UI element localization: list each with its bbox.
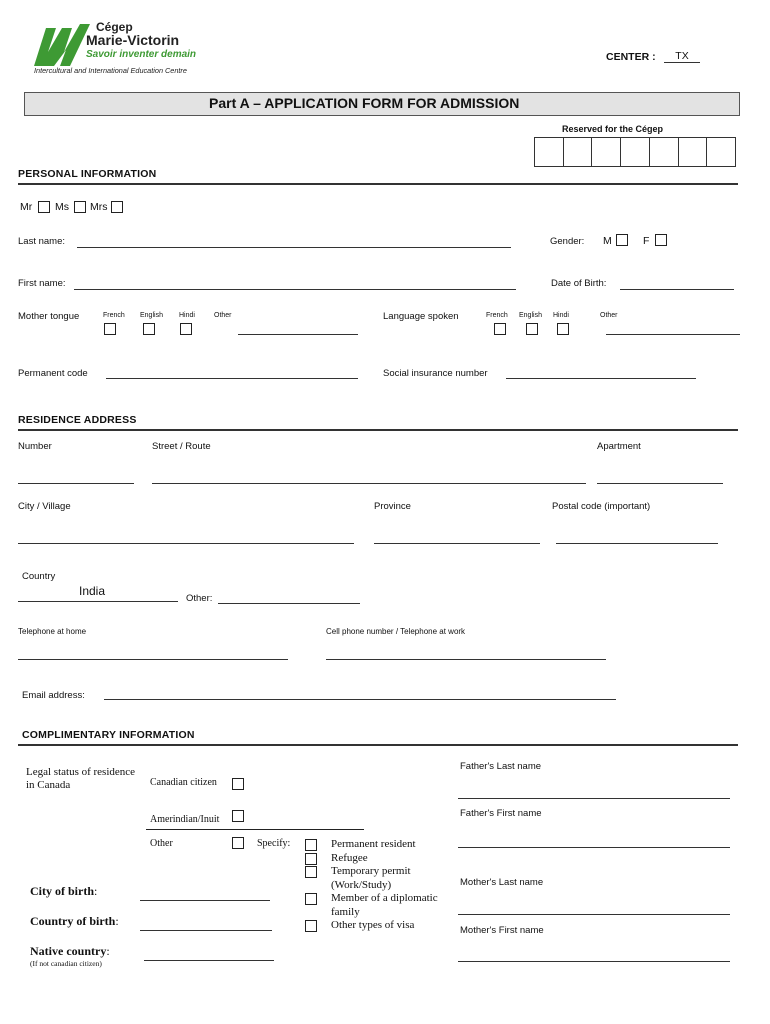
street-label: Street / Route (152, 441, 211, 452)
mrs-checkbox[interactable] (111, 201, 123, 213)
status-divider (146, 829, 364, 830)
center-label: CENTER : (606, 51, 656, 63)
reserved-boxes (534, 137, 736, 167)
country-of-birth-field[interactable] (140, 930, 272, 931)
apartment-field[interactable] (597, 483, 723, 484)
mt-hindi-label: Hindi (179, 312, 195, 319)
diplomatic-checkbox[interactable] (305, 893, 317, 905)
logo-tagline: Savoir inventer demain (86, 49, 197, 60)
mt-english-label: English (140, 312, 163, 319)
gender-f: F (643, 235, 650, 247)
other-status-label: Other (150, 838, 173, 849)
ls-hindi-label: Hindi (553, 312, 569, 319)
country-label: Country (22, 571, 56, 582)
province-field[interactable] (374, 543, 540, 544)
country-of-birth-text: Country of birth (30, 914, 116, 928)
amerindian-label: Amerindian/Inuit (150, 814, 220, 825)
mt-other-label: Other (214, 312, 232, 319)
mr-checkbox[interactable] (38, 201, 50, 213)
title-mrs: Mrs (90, 201, 108, 213)
refugee-checkbox[interactable] (305, 853, 317, 865)
postal-label: Postal code (important) (552, 501, 651, 512)
country-field[interactable] (18, 601, 178, 602)
gender-f-checkbox[interactable] (655, 234, 667, 246)
street-field[interactable] (152, 483, 586, 484)
tel-home-field[interactable] (18, 659, 288, 660)
mt-french-label: French (103, 312, 125, 319)
tel-home-label: Telephone at home (18, 627, 87, 636)
mother-tongue-label: Mother tongue (18, 311, 80, 322)
complementary-rule (18, 744, 738, 746)
permanent-resident-checkbox[interactable] (305, 839, 317, 851)
father-last-field[interactable] (458, 798, 730, 799)
gender-m-checkbox[interactable] (616, 234, 628, 246)
logo-line1: Cégep (96, 20, 133, 34)
mt-other-field[interactable] (238, 334, 358, 335)
native-country-field[interactable] (144, 960, 274, 961)
visa-option-family: family (331, 906, 360, 918)
ls-other-label: Other (600, 312, 618, 319)
father-last-label: Father's Last name (460, 761, 542, 772)
country-value[interactable]: India (79, 584, 106, 598)
residence-heading: RESIDENCE ADDRESS (18, 414, 137, 426)
gender-label: Gender: (550, 236, 585, 247)
visa-option-other: Other types of visa (331, 919, 415, 931)
country-other-label: Other: (186, 593, 213, 604)
visa-option-permanent: Permanent resident (331, 838, 416, 850)
apartment-label: Apartment (597, 441, 641, 452)
mother-first-label: Mother's First name (460, 925, 544, 936)
reserved-label: Reserved for the Cégep (562, 124, 664, 134)
number-field[interactable] (18, 483, 134, 484)
temporary-permit-checkbox[interactable] (305, 866, 317, 878)
residence-rule (18, 429, 738, 431)
visa-option-work-study: (Work/Study) (331, 879, 392, 891)
mother-last-field[interactable] (458, 914, 730, 915)
canadian-checkbox[interactable] (232, 778, 244, 790)
mt-english-checkbox[interactable] (143, 323, 155, 335)
native-note: (If not canadian citizen) (30, 959, 102, 968)
email-field[interactable] (104, 699, 616, 700)
title-ms: Ms (55, 201, 69, 213)
center-value[interactable]: TX (664, 50, 700, 63)
country-of-birth-label: Country of birth: (30, 914, 119, 928)
permanent-code-field[interactable] (106, 378, 358, 379)
cegep-logo-mark (34, 22, 94, 68)
ms-checkbox[interactable] (74, 201, 86, 213)
logo-line2: Marie-Victorin (86, 32, 180, 48)
mother-first-field[interactable] (458, 961, 730, 962)
number-label: Number (18, 441, 52, 452)
ls-english-label: English (519, 312, 542, 319)
country-other-field[interactable] (218, 603, 360, 604)
ls-hindi-checkbox[interactable] (557, 323, 569, 335)
other-status-checkbox[interactable] (232, 837, 244, 849)
province-label: Province (374, 501, 411, 512)
visa-option-refugee: Refugee (331, 852, 368, 864)
city-label: City / Village (18, 501, 71, 512)
form-title-bar (24, 92, 740, 116)
ls-other-field[interactable] (606, 334, 740, 335)
dob-field[interactable] (620, 289, 734, 290)
in-canada-label: in Canada (26, 779, 71, 791)
visa-option-temporary: Temporary permit (331, 865, 411, 877)
logo (34, 18, 204, 78)
postal-field[interactable] (556, 543, 718, 544)
first-name-label: First name: (18, 278, 66, 289)
cell-label: Cell phone number / Telephone at work (326, 627, 466, 636)
permanent-code-label: Permanent code (18, 368, 88, 379)
amerindian-checkbox[interactable] (232, 810, 244, 822)
last-name-field[interactable] (77, 247, 511, 248)
city-field[interactable] (18, 543, 354, 544)
form-title: Part A – APPLICATION FORM FOR ADMISSION (209, 95, 520, 111)
other-visa-checkbox[interactable] (305, 920, 317, 932)
visa-option-diplomatic: Member of a diplomatic (331, 892, 438, 904)
specify-label: Specify: (257, 838, 291, 849)
city-of-birth-text: City of birth (30, 884, 94, 898)
father-first-label: Father's First name (460, 808, 542, 819)
native-country-text: Native country (30, 944, 107, 958)
city-of-birth-label: City of birth: (30, 884, 98, 898)
ls-french-label: French (486, 312, 508, 319)
logo-subtitle: Intercultural and International Education Centre (34, 66, 187, 75)
first-name-field[interactable] (74, 289, 516, 290)
complementary-heading: COMPLIMENTARY INFORMATION (22, 729, 195, 741)
ls-english-checkbox[interactable] (526, 323, 538, 335)
native-country-label: Native country: (30, 944, 110, 958)
mother-last-label: Mother's Last name (460, 877, 544, 888)
email-label: Email address: (22, 690, 85, 701)
dob-label: Date of Birth: (551, 278, 607, 289)
canadian-label: Canadian citizen (150, 777, 217, 788)
sin-label: Social insurance number (383, 368, 488, 379)
mt-hindi-checkbox[interactable] (180, 323, 192, 335)
last-name-label: Last name: (18, 236, 65, 247)
title-mr: Mr (20, 201, 33, 213)
sin-field[interactable] (506, 378, 696, 379)
father-first-field[interactable] (458, 847, 730, 848)
mt-french-checkbox[interactable] (104, 323, 116, 335)
language-spoken-label: Language spoken (383, 311, 459, 322)
ls-french-checkbox[interactable] (494, 323, 506, 335)
gender-m: M (603, 235, 612, 247)
city-of-birth-field[interactable] (140, 900, 270, 901)
legal-status-label: Legal status of residence (26, 766, 136, 778)
personal-heading: PERSONAL INFORMATION (18, 168, 157, 180)
personal-rule (18, 183, 738, 185)
cell-field[interactable] (326, 659, 606, 660)
